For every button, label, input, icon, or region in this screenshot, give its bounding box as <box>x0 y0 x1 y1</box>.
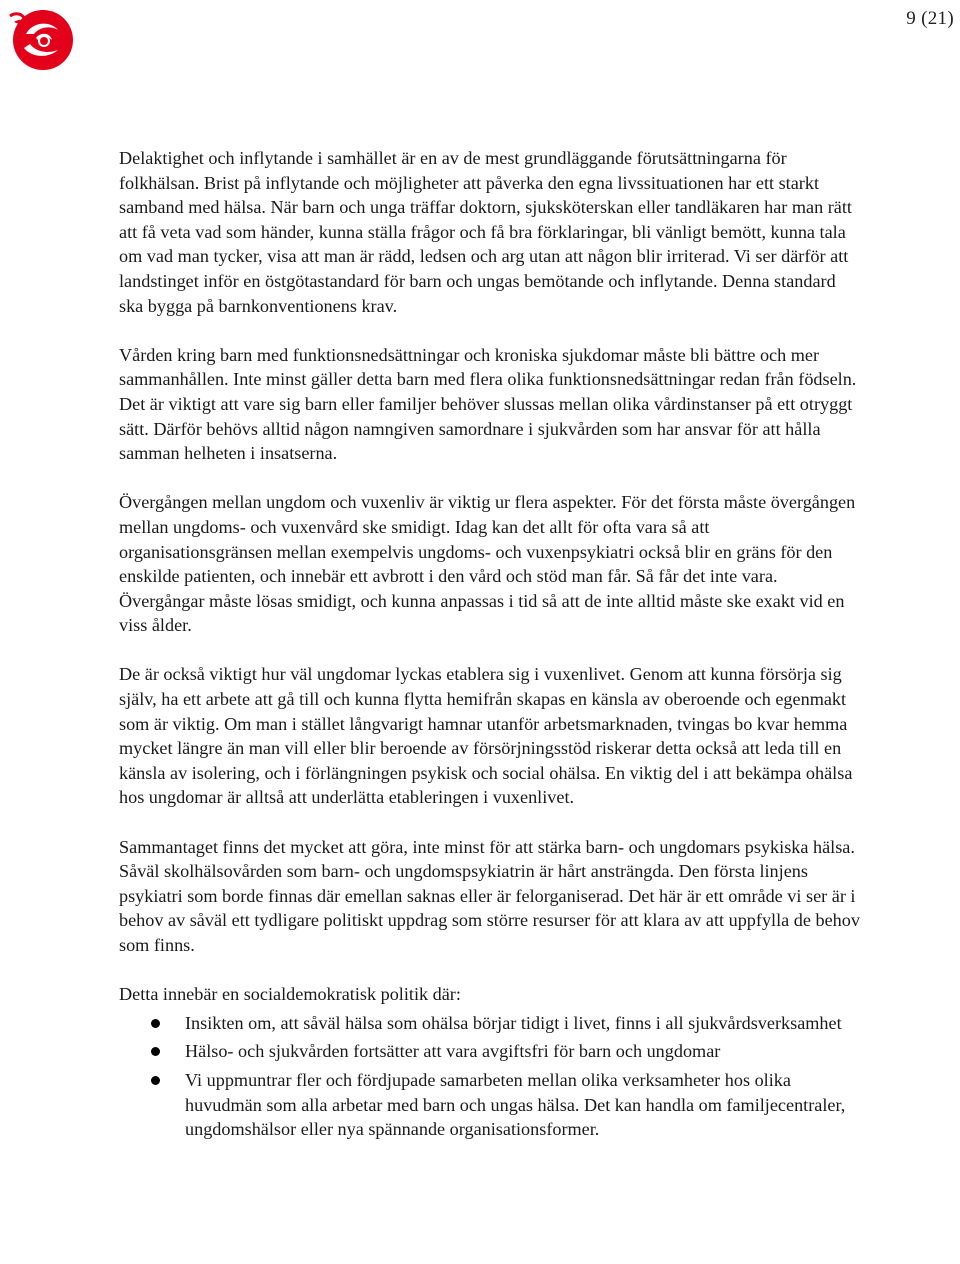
paragraph: Delaktighet och inflytande i samhället är en av de mest grundläggande förutsättningarna för folkhälsan. Brist på inflytande och möjligheter att påverka den egna livssituationen har ett starkt samband med hälsa. När barn och unga träffar doktorn, sjuksköterskan eller tandläkaren har man rätt att få veta vad som händer, kunna ställa frågor och få bra förklaringar, bli vänligt bemött, kunna tala om vad man tycker, visa att man är rädd, ledsen och arg utan att någon blir irriterad. Vi ser därför att landstinget inför en östgötastandard för barn och ungas bemötande och inflytande. Denna standard ska bygga på barnkonventionens krav. <box>119 148 852 316</box>
list-item-text: Insikten om, att såväl hälsa som ohälsa börjar tidigt i livet, finns i all sjukvårdsverksamhet <box>185 1012 842 1033</box>
paragraph: Sammantaget finns det mycket att göra, inte minst för att stärka barn- och ungdomars psykiska hälsa. Såväl skolhälsovården som barn- och ungdomspsykiatrin är hårt ansträngda. Den första linjens psykiatri som borde finnas där emellan saknas eller är felorganiserad. Det här är ett område vi ser är i behov av såväl ett tydligare politiskt uppdrag som större resurser för att klara av att uppfylla de behov som finns. <box>119 836 860 955</box>
list-intro: Detta innebär en socialdemokratisk politik där: <box>119 984 461 1005</box>
paragraph: Vården kring barn med funktionsnedsättningar och kroniska sjukdomar måste bli bättre och mer sammanhållen. Inte minst gäller detta barn med flera olika funktionsnedsättningar redan från födseln. Det är viktigt att vare sig barn eller familjer behöver slussas mellan olika vårdinstanser på ett otryggt sätt. Därför behövs alltid någon namngiven samordnare i sjukvården som har ansvar för att hålla samman helheten i insatserna. <box>119 344 857 464</box>
paragraph: Övergången mellan ungdom och vuxenliv är viktig ur flera aspekter. För det första måste övergången mellan ungdoms- och vuxenvård ske smidigt. Idag kan det allt för ofta vara så att organisationsgränsen mellan exempelvis ungdoms- och vuxenpsykiatri också blir en gräns för den enskilde patienten, och innebär ett avbrott i den vård och stöd man får. Så får det inte vara. Övergångar måste lösas smidigt, och kunna anpassas i tid så att de inte alltid måste ske exakt vid en viss ålder. <box>119 492 856 636</box>
list-item <box>119 1068 864 1142</box>
paragraph: De är också viktigt hur väl ungdomar lyckas etablera sig i vuxenlivet. Genom att kunna försörja sig själv, ha ett arbete att gå till och kunna flytta hemifrån skapas en känsla av oberoende och egenmakt som är viktig. Om man i stället långvarigt hamnar utanför arbetsmarknaden, tvingas bo kvar hemma mycket längre än man vill eller blir beroende av försörjningsstöd riskerar detta också att leda till en känsla av isolering, och i förlängningen psykisk och social ohälsa. En viktig del i att bekämpa ohälsa hos ungdomar är alltså att underlätta etableringen i vuxenlivet. <box>119 664 853 808</box>
document-body <box>119 146 864 1146</box>
rose-logo-mark <box>10 10 73 70</box>
page-number: 9 (21) <box>906 8 954 29</box>
bullet-icon <box>151 1019 160 1028</box>
bullet-list <box>119 1011 864 1142</box>
list-item <box>119 1011 864 1036</box>
list-item-text: Vi uppmuntrar fler och fördjupade samarbeten mellan olika verksamheter hos olika huvudmän som alla arbetar med barn och ungas hälsa. Det kan handla om familjecentraler, ungdomshälsor eller nya spännande organisationsformer. <box>185 1069 846 1140</box>
list-item <box>119 1039 864 1064</box>
list-item-text: Hälso- och sjukvården fortsätter att vara avgiftsfri för barn och ungdomar <box>185 1041 721 1062</box>
bullet-icon <box>151 1076 160 1085</box>
rose-logo-icon <box>6 4 76 74</box>
bullet-icon <box>151 1047 160 1056</box>
